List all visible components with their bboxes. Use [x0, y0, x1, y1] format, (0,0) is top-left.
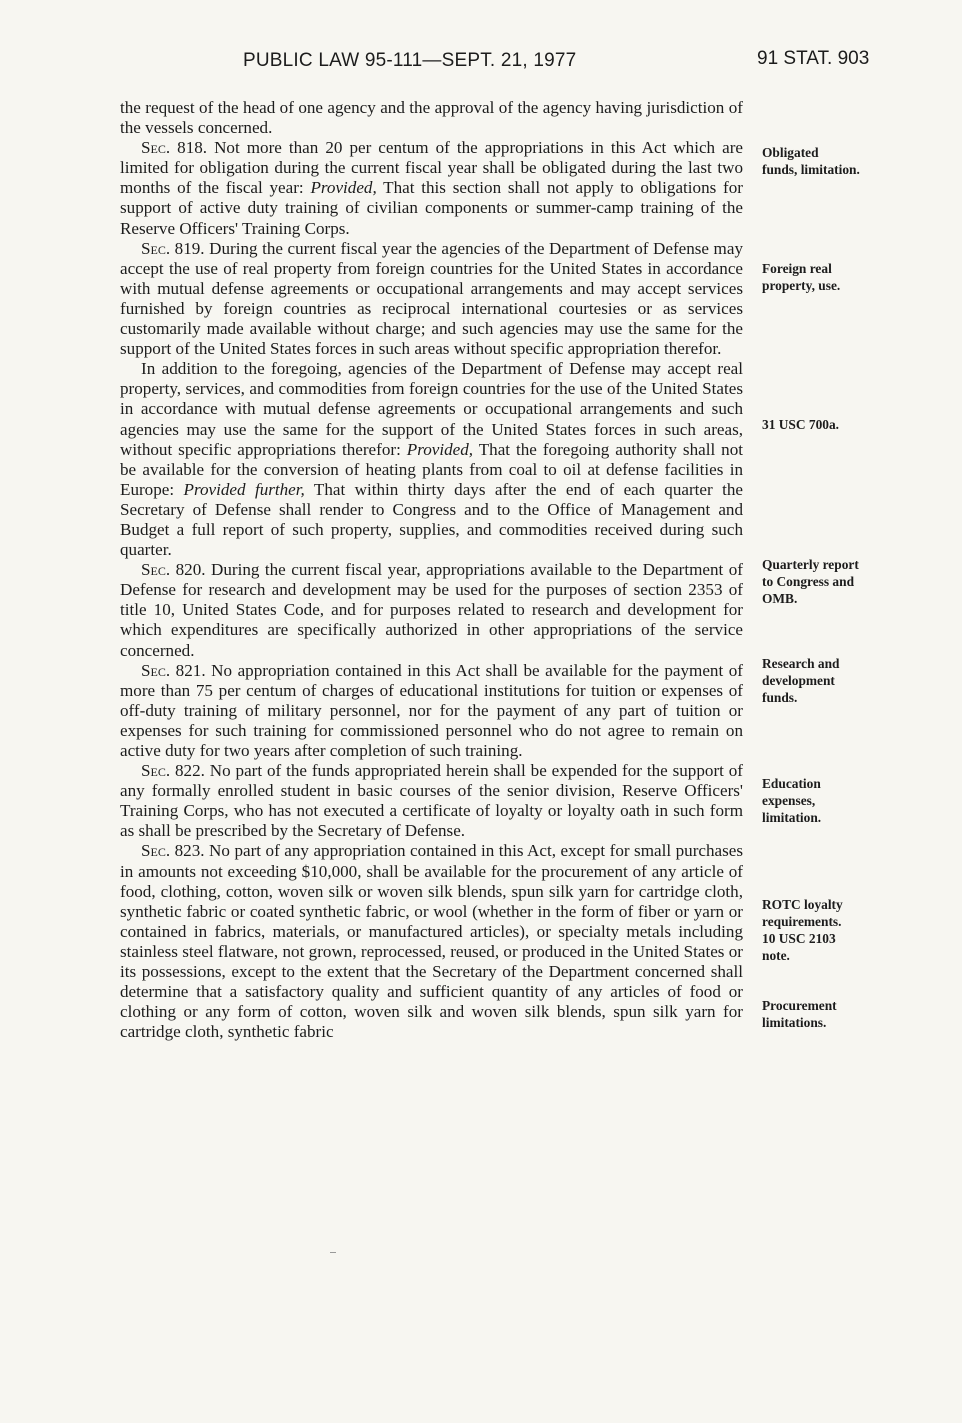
margin-note-education-expenses [762, 775, 954, 826]
margin-note-line: Quarterly report [762, 557, 859, 572]
section-label: Sec. [141, 138, 171, 158]
margin-note-line: funds. [762, 690, 798, 705]
margin-note-line: funds, limitation. [762, 162, 860, 177]
margin-note-rotc-loyalty [762, 896, 954, 964]
margin-note-31-usc-700a [762, 416, 954, 433]
text-run: That this section shall not apply to obligations for support of active duty training of civilian components or summer-camp training of the Reserve Officers' Training Corps. [120, 178, 743, 238]
margin-note-line: Education [762, 776, 821, 791]
paragraph [120, 661, 743, 761]
paragraph [120, 359, 743, 560]
margin-note-line: property, use. [762, 278, 841, 293]
text-run: 818. Not more than 20 per centum of the appropriations in this Act which are limited for obligation during the current fiscal year shall be obligated during the last two months of the fiscal year: [120, 138, 743, 198]
paragraph [120, 761, 743, 841]
margin-note-line: 10 USC 2103 [762, 931, 836, 946]
margin-note-line: Obligated [762, 145, 819, 160]
text-run: 821. No appropriation contained in this Act shall be available for the payment of more than 75 per centum of charges of educational institutions for tuition or expenses of off-duty training of military personnel, nor for the payment of any part of tuition or expenses for such training for commissioned personnel who do not agree to remain on active duty for two years after completion of such training. [120, 660, 743, 760]
text-run: 819. During the current fiscal year the agencies of the Department of Defense may accept the use of real property from foreign countries for the United States in accordance with mutual defense agreements or occupational arrangements and may accept services furnished by foreign countries as reciprocal international courtesies or as services customarily made available without charge; and such agencies may use the same for the support of the United States forces in such areas without specific appropriation therefor. [120, 238, 743, 359]
section-label: Sec. [141, 841, 171, 861]
margin-note-foreign-property [762, 260, 954, 294]
section-label: Sec. [141, 238, 171, 258]
page-header-stat: 91 STAT. 903 [757, 48, 870, 69]
paragraph [120, 560, 743, 660]
section-label: Sec. [141, 761, 171, 781]
page-header-title: PUBLIC LAW 95-111—SEPT. 21, 1977 [243, 50, 577, 71]
text-run: That within thirty days after the end of each quarter the Secretary of Defense shall render to Congress and to the Office of Management and Budget a full report of such property, supplies, and commodities received during such quarter. [120, 479, 743, 560]
section-label: Sec. [141, 660, 171, 680]
margin-note-line: development [762, 673, 835, 688]
margin-note-line: limitation. [762, 810, 822, 825]
footer-mark [330, 1252, 336, 1253]
margin-note-line: Procurement [762, 998, 837, 1013]
margin-note-line: Research and [762, 656, 840, 671]
italic-proviso: Provided, [310, 178, 377, 198]
italic-proviso: Provided, [406, 439, 474, 459]
italic-proviso: Provided further, [183, 479, 305, 499]
paragraph [120, 239, 743, 360]
margin-note-line: ROTC loyalty [762, 897, 843, 912]
paragraph [120, 841, 743, 1042]
margin-note-line: limitations. [762, 1015, 827, 1030]
margin-note-obligated-funds [762, 144, 954, 178]
text-run: That the foregoing authority shall not be available for the conversion of heating plants from coal to oil at defense facilities in Europe: [120, 439, 743, 499]
margin-note-quarterly-report [762, 556, 954, 607]
text-run: In addition to the foregoing, agencies of the Department of Defense may accept real property, services, and commodities from foreign countries for the use of the United States in accordance with mutual defense agreements or occupational arrangements and such agencies may use the same for the support of the United States forces in such areas, without specific appropriations therefor: [120, 359, 743, 459]
section-label: Sec. [141, 560, 171, 580]
margin-note-procurement [762, 997, 954, 1031]
margin-note-line: Foreign real [762, 261, 832, 276]
body-text [120, 98, 743, 1042]
margin-note-line: expenses, [762, 793, 816, 808]
text-run: 823. No part of any appropriation contained in this Act, except for small purchases in amounts not exceeding $10,000, shall be available for the procurement of any article of food, clothing, cotton, woven silk or woven silk blends, spun silk yarn for cartridge cloth, synthetic fabric or coated synthetic fabric, or wool (whether in the form of fiber or yarn or contained in fabrics, materials, or manufactured articles), or specialty metals including stainless steel flatware, not grown, reprocessed, reused, or produced in the United States or its possessions, except to the extent that the Secretary of the Department concerned shall determine that a satisfactory quality and sufficient quantity of any articles of food or clothing or any form of cotton, woven silk and woven silk blends, spun silk yarn for cartridge cloth, synthetic fabric [120, 841, 743, 1042]
paragraph [120, 98, 743, 138]
margin-note-line: OMB. [762, 591, 798, 606]
text-run: the request of the head of one agency and the approval of the agency having jurisdiction of the vessels concerned. [120, 98, 743, 138]
margin-note-line: requirements. [762, 914, 842, 929]
paragraph [120, 138, 743, 238]
margin-note-line: to Congress and [762, 574, 855, 589]
margin-note-line: note. [762, 948, 790, 963]
text-run: 820. During the current fiscal year, appropriations available to the Department of Defense for research and development may be used for the purposes of section 2353 of title 10, United States Code, and for purposes related to research and development for which expenditures are specifically authorized in other appropriations of the service concerned. [120, 560, 743, 660]
margin-note-research-development [762, 655, 954, 706]
margin-note-line: 31 USC 700a. [762, 417, 840, 432]
text-run: 822. No part of the funds appropriated herein shall be expended for the support of any formally enrolled student in basic courses of the senior division, Reserve Officers' Training Corps, who has not executed a certificate of loyalty or loyalty oath in such form as shall be prescribed by the Secretary of Defense. [120, 761, 743, 841]
